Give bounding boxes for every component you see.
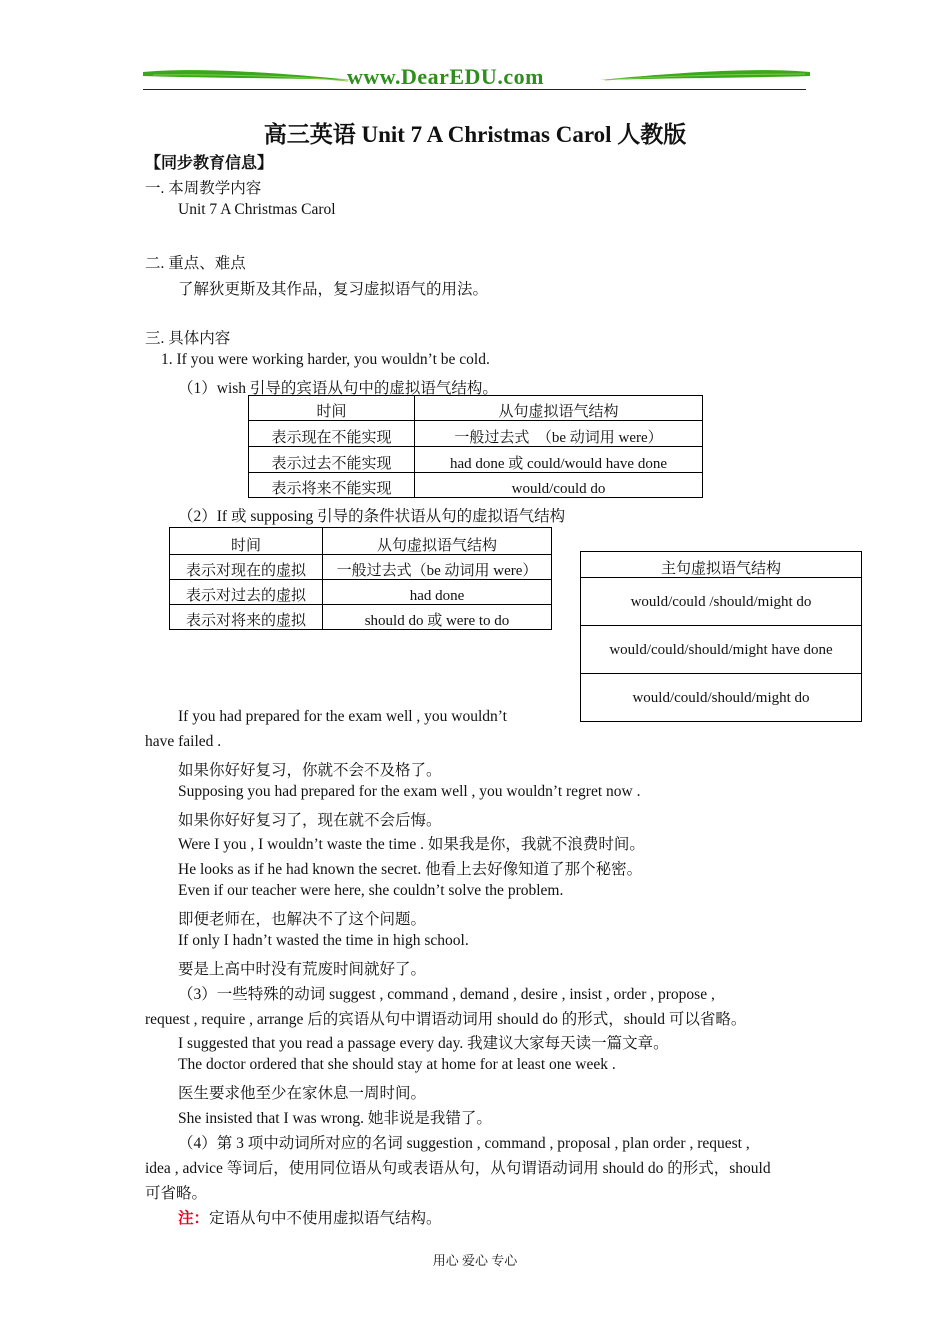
header-logo-text: www.DearEDU.com bbox=[347, 64, 544, 89]
text-line: 要是上高中时没有荒废时间就好了。 bbox=[178, 961, 427, 978]
note-text: 定语从句中不使用虚拟语气结构。 bbox=[209, 1210, 442, 1227]
table-cell: 表示对现在的虚拟 bbox=[170, 555, 323, 580]
part3-heading: 三. 具体内容 bbox=[145, 330, 231, 347]
document-title: 高三英语 Unit 7 A Christmas Carol 人教版 bbox=[263, 122, 687, 147]
part1-heading: 一. 本周教学内容 bbox=[145, 180, 262, 197]
table-cell: 一般过去式（be 动词用 were） bbox=[323, 555, 552, 580]
text-line: idea , advice 等词后，使用同位语从句或表语从句，从句谓语动词用 should do 的形式，should bbox=[145, 1160, 771, 1177]
table-cell: should do 或 were to do bbox=[323, 605, 552, 630]
note-label: 注： bbox=[178, 1210, 210, 1227]
table-cell: 表示过去不能实现 bbox=[249, 447, 415, 473]
note-line bbox=[178, 1206, 442, 1228]
table-cell: would/could/should/might do bbox=[581, 674, 862, 722]
header-swoosh-right bbox=[600, 66, 810, 90]
text-line: （3）一些特殊的动词 suggest , command , demand , desire , insist , order , propose , bbox=[178, 986, 715, 1003]
text-line: 即便老师在，也解决不了这个问题。 bbox=[178, 911, 427, 928]
part2-heading: 二. 重点、难点 bbox=[145, 255, 246, 272]
section-heading: 【同步教育信息】 bbox=[145, 155, 274, 172]
text-line: 医生要求他至少在家休息一周时间。 bbox=[178, 1085, 427, 1102]
text-line: Were I you , I wouldn’t waste the time . 如果我是你，我就不浪费时间。 bbox=[178, 836, 645, 853]
table-cell: would/could do bbox=[415, 473, 703, 498]
text-line: If you had prepared for the exam well , you wouldn’t bbox=[178, 708, 507, 725]
text-line: I suggested that you read a passage every day. 我建议大家每天读一篇文章。 bbox=[178, 1035, 669, 1052]
page-footer: 用心 爱心 专心 bbox=[432, 1253, 518, 1268]
table-header-cell: 时间 bbox=[170, 528, 323, 555]
header-rule bbox=[143, 89, 806, 90]
part2-content: 了解狄更斯及其作品，复习虚拟语气的用法。 bbox=[178, 281, 489, 298]
table-cell: 表示现在不能实现 bbox=[249, 421, 415, 447]
table-header-cell: 时间 bbox=[249, 396, 415, 421]
table-cell: would/could/should/might have done bbox=[581, 626, 862, 674]
table-cell: would/could /should/might do bbox=[581, 578, 862, 626]
text-line: 可省略。 bbox=[145, 1185, 208, 1202]
text-line: request , require , arrange 后的宾语从句中谓语动词用 should do 的形式，should 可以省略。 bbox=[145, 1011, 747, 1028]
text-line: If only I hadn’t wasted the time in high school. bbox=[178, 932, 469, 949]
text-line: She insisted that I was wrong. 她非说是我错了。 bbox=[178, 1110, 492, 1127]
part3-sub2: （2）If 或 supposing 引导的条件状语从句的虚拟语气结构 bbox=[178, 508, 566, 525]
text-line: 如果你好好复习，你就不会不及格了。 bbox=[178, 762, 442, 779]
table-cell: 表示将来不能实现 bbox=[249, 473, 415, 498]
table-cell: 表示对将来的虚拟 bbox=[170, 605, 323, 630]
if-clause-structure-table bbox=[169, 527, 552, 630]
table-cell: had done 或 could/would have done bbox=[415, 447, 703, 473]
text-line: Even if our teacher were here, she couldn’t solve the problem. bbox=[178, 882, 564, 899]
table-header-cell: 主句虚拟语气结构 bbox=[581, 552, 862, 578]
wish-structure-table bbox=[248, 395, 703, 498]
part1-content: Unit 7 A Christmas Carol bbox=[178, 201, 336, 218]
text-line: have failed . bbox=[145, 733, 222, 750]
table-header-cell: 从句虚拟语气结构 bbox=[415, 396, 703, 421]
table-header-cell: 从句虚拟语气结构 bbox=[323, 528, 552, 555]
table-cell: had done bbox=[323, 580, 552, 605]
text-line: Supposing you had prepared for the exam well , you wouldn’t regret now . bbox=[178, 783, 641, 800]
header-swoosh-left bbox=[143, 66, 353, 90]
part3-sub1: （1）wish 引导的宾语从句中的虚拟语气结构。 bbox=[178, 380, 498, 397]
table-cell: 表示对过去的虚拟 bbox=[170, 580, 323, 605]
table-cell: 一般过去式 （be 动词用 were） bbox=[415, 421, 703, 447]
text-line: （4）第 3 项中动词所对应的名词 suggestion , command , proposal , plan order , request , bbox=[178, 1135, 750, 1152]
part3-item1: 1. If you were working harder, you wouldn’t be cold. bbox=[161, 351, 490, 368]
text-line: 如果你好好复习了，现在就不会后悔。 bbox=[178, 812, 442, 829]
text-line: The doctor ordered that she should stay at home for at least one week . bbox=[178, 1056, 616, 1073]
main-clause-structure-table bbox=[580, 551, 862, 722]
text-line: He looks as if he had known the secret. 他看上去好像知道了那个秘密。 bbox=[178, 861, 643, 878]
